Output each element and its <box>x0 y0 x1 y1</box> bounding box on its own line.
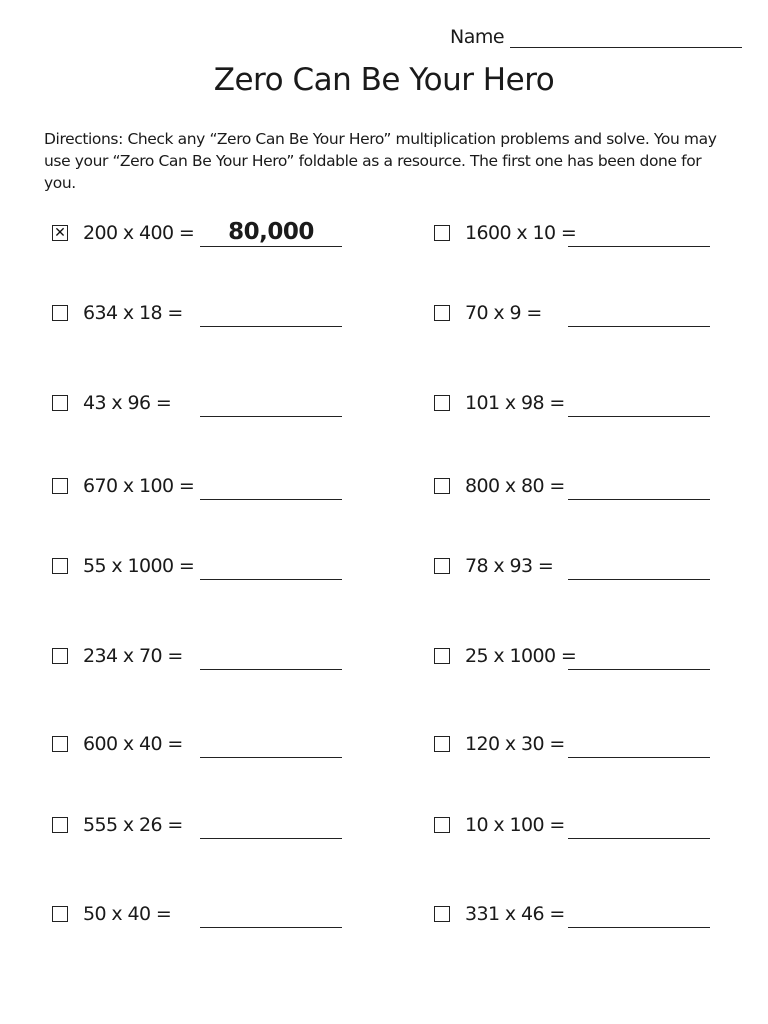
problem-row <box>52 218 344 248</box>
problem-expression: 800 x 80 = <box>465 475 565 497</box>
problem-expression: 1600 x 10 = <box>465 222 577 244</box>
problem-expression: 10 x 100 = <box>465 814 565 836</box>
problem-checkbox[interactable] <box>52 906 68 922</box>
problem-checkbox[interactable] <box>434 225 450 241</box>
problem-row <box>434 218 712 248</box>
answer-line[interactable] <box>568 471 710 500</box>
problem-row <box>434 641 712 671</box>
problem-row <box>434 899 712 929</box>
problem-expression: 234 x 70 = <box>83 645 183 667</box>
problem-row <box>52 471 344 501</box>
answer-line[interactable] <box>568 899 710 928</box>
problem-checkbox[interactable] <box>52 736 68 752</box>
problem-expression: 634 x 18 = <box>83 302 183 324</box>
answer-line[interactable] <box>200 298 342 327</box>
problem-expression: 120 x 30 = <box>465 733 565 755</box>
problem-checkbox[interactable] <box>434 305 450 321</box>
answer-line[interactable] <box>200 641 342 670</box>
directions-text: Directions: Check any “Zero Can Be Your Hero” multiplication problems and solve. You may use your “Zero Can Be Your Hero” foldable as a resource. The first one has been done for you. <box>44 130 717 192</box>
answer-line[interactable] <box>200 729 342 758</box>
answer-line[interactable] <box>200 471 342 500</box>
problem-row <box>434 388 712 418</box>
answer-line[interactable] <box>568 218 710 247</box>
problem-row <box>434 810 712 840</box>
problem-checkbox[interactable] <box>52 478 68 494</box>
problem-expression: 50 x 40 = <box>83 903 172 925</box>
problem-row <box>434 729 712 759</box>
problem-checkbox[interactable] <box>434 558 450 574</box>
problem-expression: 331 x 46 = <box>465 903 565 925</box>
problem-checkbox[interactable] <box>434 736 450 752</box>
answer-line[interactable] <box>568 729 710 758</box>
problem-expression: 55 x 1000 = <box>83 555 195 577</box>
answer-line[interactable] <box>568 551 710 580</box>
problem-row <box>52 551 344 581</box>
answer-line[interactable] <box>568 298 710 327</box>
problem-checkbox[interactable] <box>434 648 450 664</box>
problem-checkbox[interactable] <box>434 817 450 833</box>
problem-expression: 600 x 40 = <box>83 733 183 755</box>
answer-line[interactable] <box>200 810 342 839</box>
problem-row <box>52 810 344 840</box>
problem-expression: 70 x 9 = <box>465 302 542 324</box>
worksheet-title: Zero Can Be Your Hero <box>213 62 555 98</box>
answer-line[interactable] <box>568 810 710 839</box>
problem-expression: 43 x 96 = <box>83 392 172 414</box>
problem-row <box>52 641 344 671</box>
problem-row <box>52 298 344 328</box>
answer-line[interactable]: 80,000 <box>200 218 342 247</box>
problem-checkbox[interactable] <box>52 305 68 321</box>
problem-checkbox[interactable]: ✕ <box>52 225 68 241</box>
problem-checkbox[interactable] <box>434 906 450 922</box>
problem-expression: 101 x 98 = <box>465 392 565 414</box>
problem-checkbox[interactable] <box>434 478 450 494</box>
problem-checkbox[interactable] <box>52 558 68 574</box>
problem-expression: 555 x 26 = <box>83 814 183 836</box>
answer-line[interactable] <box>200 388 342 417</box>
problem-checkbox[interactable] <box>52 817 68 833</box>
problem-row <box>52 899 344 929</box>
problem-row <box>52 729 344 759</box>
problem-row <box>434 551 712 581</box>
name-field[interactable] <box>510 23 742 48</box>
answer-line[interactable] <box>568 388 710 417</box>
answer-line[interactable] <box>200 899 342 928</box>
problem-checkbox[interactable] <box>52 395 68 411</box>
name-row <box>450 16 742 48</box>
name-label: Name <box>450 26 505 48</box>
problem-expression: 670 x 100 = <box>83 475 195 497</box>
problem-row <box>434 471 712 501</box>
problem-checkbox[interactable] <box>52 648 68 664</box>
problem-expression: 200 x 400 = <box>83 222 195 244</box>
problem-checkbox[interactable] <box>434 395 450 411</box>
problem-expression: 78 x 93 = <box>465 555 554 577</box>
problem-row <box>434 298 712 328</box>
problem-row <box>52 388 344 418</box>
problem-expression: 25 x 1000 = <box>465 645 577 667</box>
answer-line[interactable] <box>200 551 342 580</box>
answer-line[interactable] <box>568 641 710 670</box>
